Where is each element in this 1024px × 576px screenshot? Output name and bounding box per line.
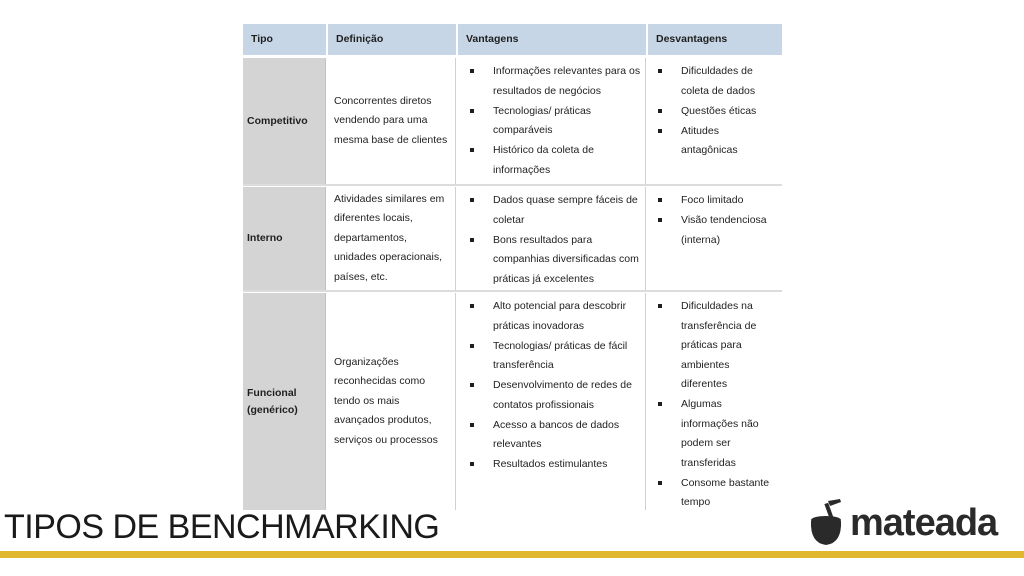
row-interno-tipo: Interno: [243, 187, 326, 290]
row-competitivo-tipo: Competitivo: [243, 58, 326, 184]
row-interno-definicao: Atividades similares em diferentes locais, departamentos, unidades operacionais, países, etc.: [328, 187, 456, 290]
slide-title: TIPOS DE BENCHMARKING: [4, 508, 440, 546]
benchmarking-table: [243, 24, 782, 510]
list-item: Dados quase sempre fáceis de coletar: [466, 191, 641, 230]
accent-bar: [0, 551, 1024, 558]
list-item: Acesso a bancos de dados relevantes: [466, 416, 641, 455]
list-item: Dificuldades de coleta de dados: [654, 62, 778, 101]
list-item: Visão tendenciosa (interna): [654, 211, 778, 250]
list-item: Tecnologias/ práticas de fácil transferência: [466, 337, 641, 376]
row-funcional-definicao: Organizações reconhecidas como tendo os mais avançados produtos, serviços ou processos: [328, 293, 456, 510]
mateada-logo: [806, 497, 1006, 549]
header-definicao: Definição: [328, 24, 456, 55]
row-competitivo-vantagens: [458, 58, 646, 184]
list-item: Atitudes antagônicas: [654, 122, 778, 161]
header-tipo: Tipo: [243, 24, 326, 55]
row-interno-vantagens: [458, 187, 646, 290]
row-funcional-vantagens: [458, 293, 646, 510]
list-item: Bons resultados para companhias diversificadas com práticas já excelentes: [466, 231, 641, 290]
mate-gourd-icon: [806, 497, 850, 549]
list-item: Consome bastante tempo: [654, 474, 778, 513]
list-item: Algumas informações não podem ser transferidas: [654, 395, 778, 473]
list-item: Tecnologias/ práticas comparáveis: [466, 102, 641, 141]
logo-text: mateada: [850, 502, 998, 544]
list-item: Desenvolvimento de redes de contatos profissionais: [466, 376, 641, 415]
list-item: Alto potencial para descobrir práticas inovadoras: [466, 297, 641, 336]
header-vantagens: Vantagens: [458, 24, 646, 55]
row-competitivo-desvantagens: [648, 58, 782, 184]
list-item: Informações relevantes para os resultados de negócios: [466, 62, 641, 101]
row-divider: [243, 184, 782, 186]
list-item: Histórico da coleta de informações: [466, 141, 641, 180]
list-item: Resultados estimulantes: [466, 455, 641, 475]
row-funcional-tipo: Funcional (genérico): [243, 293, 326, 510]
list-item: Foco limitado: [654, 191, 778, 211]
list-item: Questões éticas: [654, 102, 778, 122]
row-interno-desvantagens: [648, 187, 782, 290]
row-funcional-desvantagens: [648, 293, 782, 510]
row-competitivo-definicao: Concorrentes diretos vendendo para uma mesma base de clientes: [328, 58, 456, 184]
header-desvantagens: Desvantagens: [648, 24, 782, 55]
row-divider: [243, 290, 782, 292]
list-item: Dificuldades na transferência de práticas para ambientes diferentes: [654, 297, 778, 395]
